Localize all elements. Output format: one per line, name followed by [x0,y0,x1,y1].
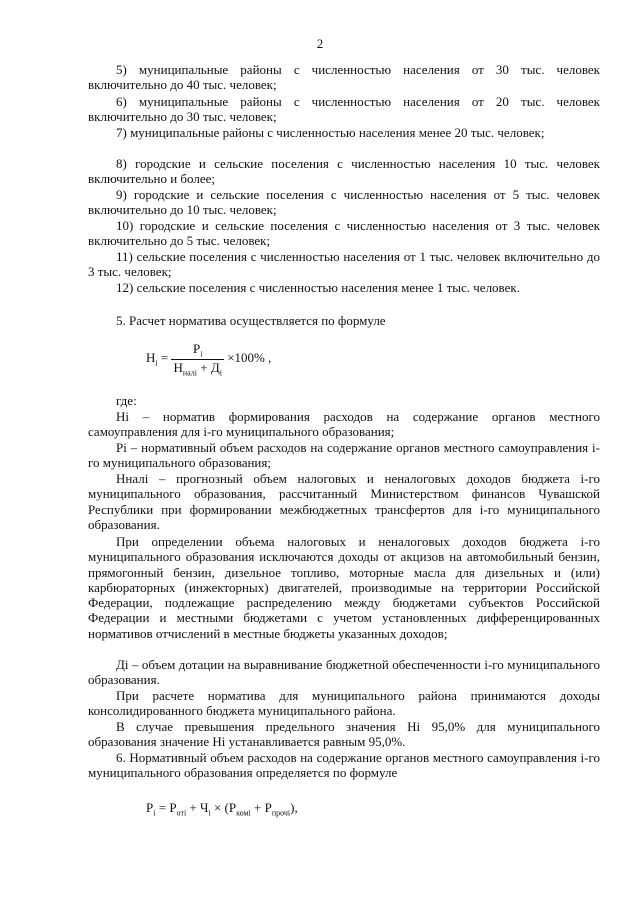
f2-plus2: + [250,800,265,815]
formula-volume [146,800,298,818]
denominator-a-sub: налi [182,368,197,378]
f2-eq: = [155,800,170,815]
def-subsidy: Дi – объем дотации на выравнивание бюджетной обеспеченности i-го муниципального образования. [88,657,600,688]
formula-tail: ×100% , [227,350,272,366]
formula-numerator [171,341,223,360]
formula-norm [146,341,271,377]
tax-income-exclusion: При определении объема налоговых и неналоговых доходов бюджета i-го муниципального образования исключаются доходы от акцизов на автомобильный бензин, прямогонный бензин, дизельное топливо, моторные масла для дизельных и (или) карбюраторных (инжекторных) двигателей, производимые на территории Российской Федерации, подлежащие распределению между бюджетами субъектов Российской Федерации и местными бюджетами с учетом установленных дифференцированных нормативов отчислений в местные бюджеты указанных доходов; [88,534,600,641]
denominator-b: Д [210,359,220,375]
denominator-plus: + [200,359,208,375]
list-item-11: 11) сельские поселения с численностью населения от 1 тыс. человек включительно до 3 тыс. человек; [88,249,600,280]
section-6-intro: 6. Нормативный объем расходов на содержание органов местного самоуправления i-го муниципального образования определяется по формуле [88,750,600,781]
f2-kom-sub: комi [236,808,251,818]
f2-kom: Р [228,800,237,815]
list-item-10: 10) городские и сельские поселения с численностью населения от 3 тыс. человек включительно до 5 тыс. человек; [88,218,600,249]
numerator-symbol: Р [192,341,201,356]
formula-fraction [171,341,223,377]
limit-rule: В случае превышения предельного значения Нi 95,0% для муниципального образования значение Нi устанавливается равным 95,0%. [88,719,600,750]
f2-p: Р [146,800,154,815]
list-item-5: 5) муниципальные районы с численностью населения от 30 тыс. человек включительно до 40 тыс. человек; [88,62,600,93]
district-rule: При расчете норматива для муниципального района принимаются доходы консолидированного бюджета муниципального района. [88,688,600,719]
formula-denominator [171,360,223,378]
formula-lhs: Н [146,350,156,366]
def-tax-income: Нналi – прогнозный объем налоговых и неналоговых доходов бюджета i-го муниципального образования, рассчитанный Министерством финансов Чувашской Республики при формировании межбюджетных трансфертов для i-го муниципального образования. [88,471,600,532]
f2-plus: + [186,800,201,815]
list-item-8: 8) городские и сельские поселения с численностью населения 10 тыс. человек включительно и более; [88,156,600,187]
page-number: 2 [316,36,324,51]
list-item-12: 12) сельские поселения с численностью населения менее 1 тыс. человек. [116,280,520,295]
f2-close: ), [290,800,298,815]
list-item-7: 7) муниципальные районы с численностью населения менее 20 тыс. человек; [116,125,545,140]
denominator-a: Н [173,359,183,375]
f2-ch-sub: i [208,808,211,818]
list-item-9: 9) городские и сельские поселения с численностью населения от 5 тыс. человек включительно до 10 тыс. человек; [88,187,600,218]
def-norm: Нi – норматив формирования расходов на содержание органов местного самоуправления для i-го муниципального образования; [88,409,600,440]
def-volume: Рi – нормативный объем расходов на содержание органов местного самоуправления i-го муниципального образования; [88,440,600,471]
where-label: где: [116,393,137,408]
f2-ch: Ч [200,800,209,815]
f2-ot: Р [169,800,177,815]
denominator-b-sub: i [219,368,222,378]
f2-ot-sub: отi [176,808,187,818]
formula-lhs-sub: i [155,358,158,368]
formula-eq: = [160,350,169,366]
section-5-intro: 5. Расчет норматива осуществляется по формуле [116,313,386,328]
f2-times: × ( [210,800,229,815]
list-item-6: 6) муниципальные районы с численностью населения от 20 тыс. человек включительно до 30 тыс. человек; [88,94,600,125]
numerator-sub: i [200,349,203,359]
f2-pr: Р [264,800,272,815]
f2-p-sub: i [153,808,156,818]
f2-pr-sub: прочi [271,808,291,818]
